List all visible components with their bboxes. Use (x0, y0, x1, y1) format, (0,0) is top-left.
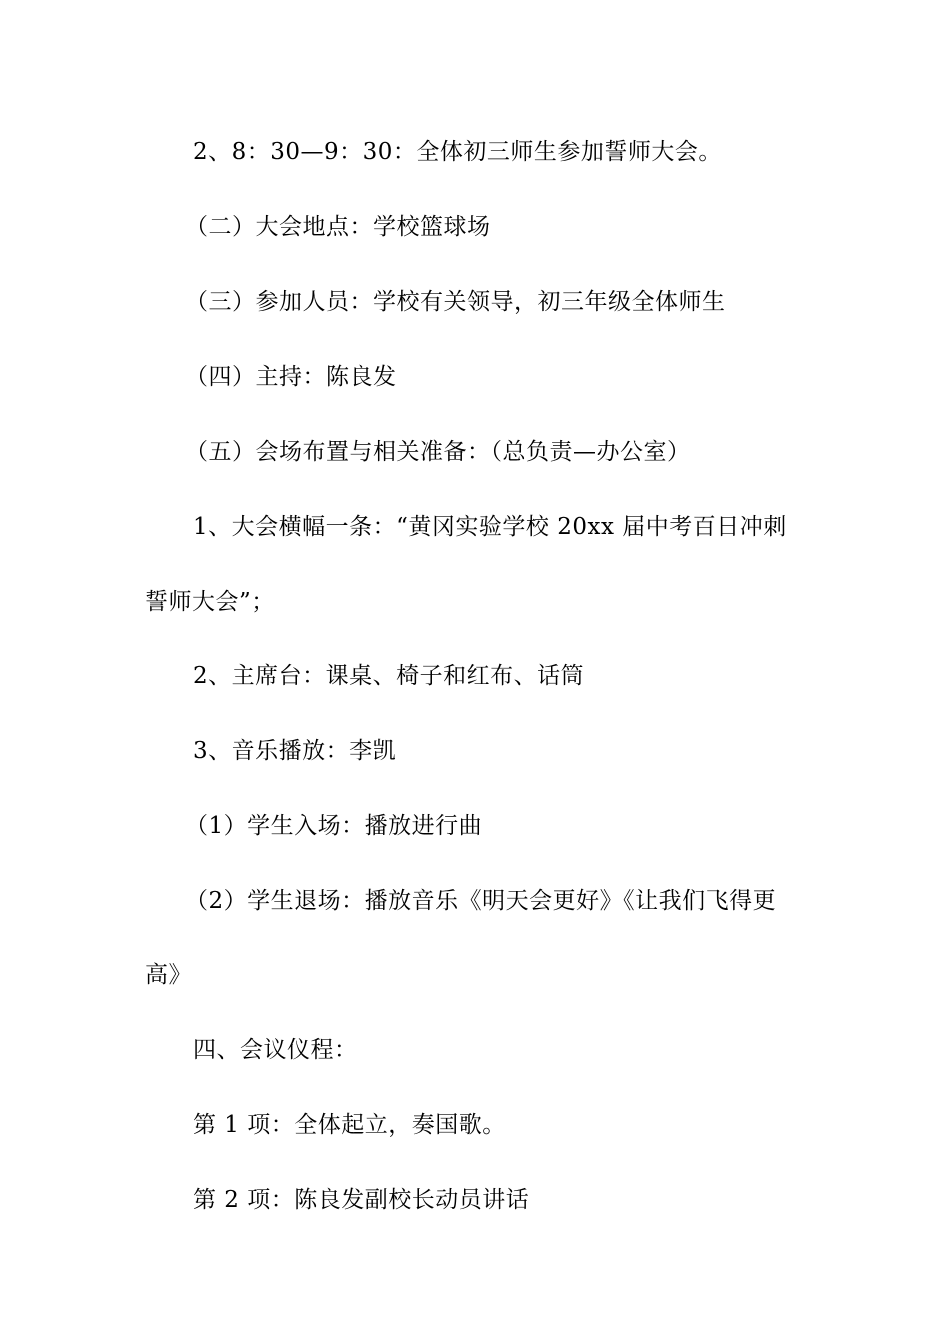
text-line: 四、会议仪程： (193, 1037, 358, 1063)
text-line: 1、大会横幅一条：“黄冈实验学校 20xx 届中考百日冲刺 (193, 514, 787, 540)
text-line: 高》 (145, 962, 192, 988)
text-line: （四）主持：陈良发 (185, 364, 397, 390)
text-line: （三）参加人员：学校有关领导，初三年级全体师生 (185, 289, 726, 315)
text-line: （二）大会地点：学校篮球场 (185, 214, 491, 240)
text-line: 第 2 项：陈良发副校长动员讲话 (193, 1187, 530, 1213)
text-line: 2、8：30—9：30：全体初三师生参加誓师大会。 (193, 139, 722, 165)
text-line: （五）会场布置与相关准备：（总负责—办公室） (185, 439, 691, 465)
text-line: 誓师大会”； (145, 589, 275, 615)
text-line: 3、音乐播放：李凯 (193, 738, 397, 764)
text-line: 2、主席台：课桌、椅子和红布、话筒 (193, 663, 585, 689)
text-line: （1）学生入场：播放进行曲 (185, 813, 483, 839)
text-line: （2）学生退场：播放音乐《明天会更好》《让我们飞得更 (185, 888, 777, 914)
text-line: 第 1 项：全体起立，奏国歌。 (193, 1112, 506, 1138)
